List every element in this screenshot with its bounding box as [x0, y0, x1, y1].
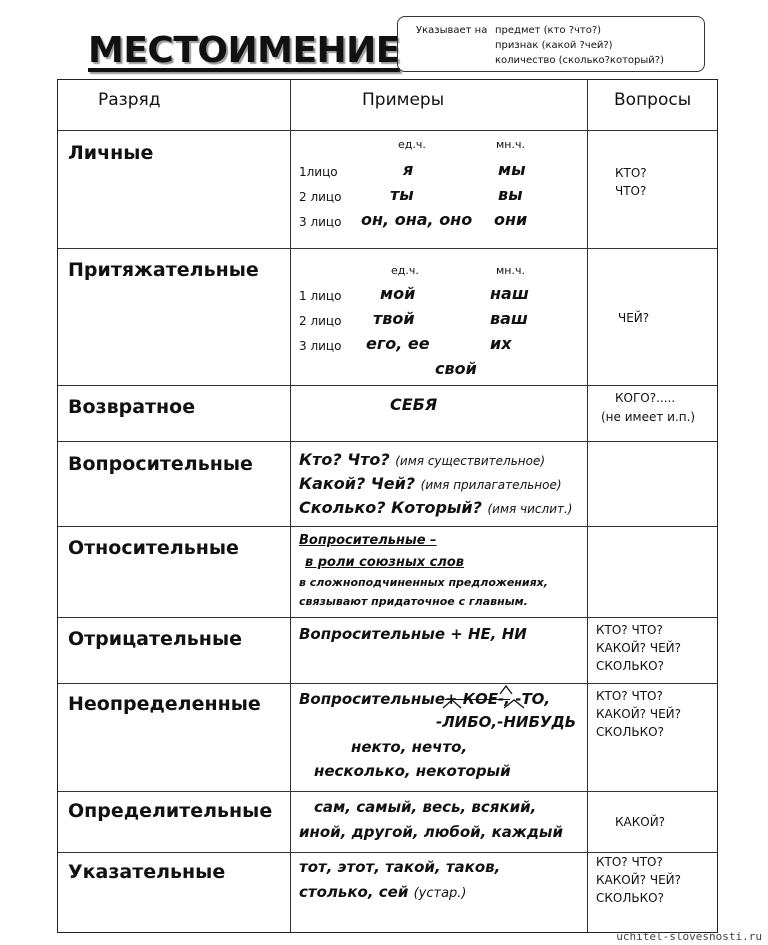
question: КАКОЙ?	[615, 815, 666, 829]
person-label: 2 лицо	[299, 190, 342, 204]
question: КАКОЙ? ЧЕЙ?	[596, 707, 682, 721]
question: СКОЛЬКО?	[596, 659, 664, 673]
col-singular: ед.ч.	[398, 138, 426, 151]
pronoun-extra: свой	[435, 359, 477, 378]
pronoun-plural: мы	[498, 160, 526, 179]
pronoun-plural: ваш	[490, 309, 528, 328]
col-plural: мн.ч.	[496, 138, 525, 151]
col-plural: мн.ч.	[496, 264, 525, 277]
question: КТО? ЧТО?	[596, 855, 663, 869]
page-title: МЕСТОИМЕНИЕ	[88, 30, 400, 71]
pronoun-plural: их	[490, 334, 512, 353]
person-label: 3 лицо	[299, 215, 342, 229]
question: СКОЛЬКО?	[596, 891, 664, 905]
example-line: в сложноподчиненных предложениях,	[299, 576, 548, 589]
row-divider	[58, 248, 717, 249]
example-line	[299, 474, 562, 493]
category-indefinite: Неопределенные	[68, 693, 261, 715]
example-line: сам, самый, весь, всякий,	[314, 798, 537, 816]
header-category: Разряд	[98, 90, 161, 110]
affix-libo-nibud: -ЛИБО,-НИБУДЬ	[436, 713, 577, 731]
example-words: Вопросительные	[299, 690, 445, 708]
category-definitive: Определительные	[68, 800, 273, 822]
person-label: 3 лицо	[299, 339, 342, 353]
header-examples: Примеры	[362, 90, 445, 110]
question: КТО? ЧТО?	[596, 689, 663, 703]
example-line: связывают придаточное с главным.	[299, 595, 528, 608]
pronoun-singular: он, она, оно	[361, 210, 473, 229]
example-note: (имя прилагательное)	[420, 478, 562, 492]
example-line: в роли союзных слов	[305, 555, 465, 570]
category-reflexive: Возвратное	[68, 396, 196, 418]
example-words: Сколько? Который?	[299, 498, 482, 517]
pronoun-singular: его, ее	[366, 334, 430, 353]
pronoun-singular: мой	[380, 284, 416, 303]
pronoun-table	[57, 79, 718, 933]
example-words: Какой? Чей?	[299, 474, 416, 493]
note-line: признак (какой ?чей?)	[495, 40, 613, 51]
question: КАКОЙ? ЧЕЙ?	[596, 873, 682, 887]
example-line: иной, другой, любой, каждый	[299, 823, 564, 841]
caret-mark	[443, 700, 461, 708]
category-negative: Отрицательные	[68, 628, 243, 650]
question: ЧЕЙ?	[618, 311, 650, 325]
row-divider	[58, 683, 717, 684]
affix-marks	[438, 678, 578, 718]
question: КОГО?.....	[615, 391, 676, 405]
pronoun-plural: наш	[490, 284, 529, 303]
note-line: предмет (кто ?что?)	[495, 25, 602, 36]
note-lead: Указывает на	[416, 25, 488, 36]
category-personal: Личные	[68, 142, 154, 164]
category-demonstrative: Указательные	[68, 861, 226, 883]
column-divider	[587, 80, 588, 932]
example-line	[299, 450, 545, 469]
pronoun-example: СЕБЯ	[390, 395, 438, 414]
example-words: Кто? Что?	[299, 450, 390, 469]
watermark: uchitel-slovesnosti.ru	[616, 930, 762, 943]
example-note: (устар.)	[413, 886, 467, 901]
question: КАКОЙ? ЧЕЙ?	[596, 641, 682, 655]
example-words: столько, сей	[299, 883, 409, 901]
row-divider	[58, 791, 717, 792]
example-note: (имя существительное)	[395, 454, 546, 468]
category-relative: Относительные	[68, 537, 239, 559]
row-divider	[58, 441, 717, 442]
pronoun-plural: вы	[498, 185, 523, 204]
person-label: 2 лицо	[299, 314, 342, 328]
header-questions: Вопросы	[614, 90, 692, 110]
person-label: 1 лицо	[299, 289, 342, 303]
note-line: количество (сколько?который?)	[495, 55, 664, 66]
column-divider	[290, 80, 291, 932]
row-divider	[58, 130, 717, 131]
pronoun-singular: я	[403, 160, 414, 179]
row-divider	[58, 385, 717, 386]
col-singular: ед.ч.	[391, 264, 419, 277]
example-line: некто, нечто,	[351, 738, 468, 756]
pronoun-example: Вопросительные + НЕ, НИ	[299, 625, 527, 643]
row-divider	[58, 526, 717, 527]
pronoun-plural: они	[494, 210, 528, 229]
example-note: (имя числит.)	[487, 502, 573, 516]
caret-mark	[504, 700, 524, 708]
affix-koe: + КОЕ-,	[445, 690, 510, 708]
caret-mark	[500, 686, 512, 694]
row-divider	[58, 617, 717, 618]
example-line: тот, этот, такой, таков,	[299, 858, 501, 876]
note-box	[397, 16, 705, 72]
pronoun-singular: ты	[390, 185, 414, 204]
question: КТО? ЧТО?	[596, 623, 663, 637]
question: КТО?	[615, 166, 647, 180]
example-line	[299, 498, 572, 517]
question: ЧТО?	[615, 184, 647, 198]
category-interrogative: Вопросительные	[68, 453, 253, 475]
example-line	[299, 883, 467, 901]
question-note: (не имеет и.п.)	[601, 410, 696, 424]
affix-to: -ТО,	[515, 690, 551, 708]
question: СКОЛЬКО?	[596, 725, 664, 739]
person-label: 1лицо	[299, 165, 338, 179]
example-line: несколько, некоторый	[314, 762, 511, 780]
category-possessive: Притяжательные	[68, 259, 259, 281]
example-line: Вопросительные –	[299, 533, 437, 548]
pronoun-singular: твой	[373, 309, 415, 328]
